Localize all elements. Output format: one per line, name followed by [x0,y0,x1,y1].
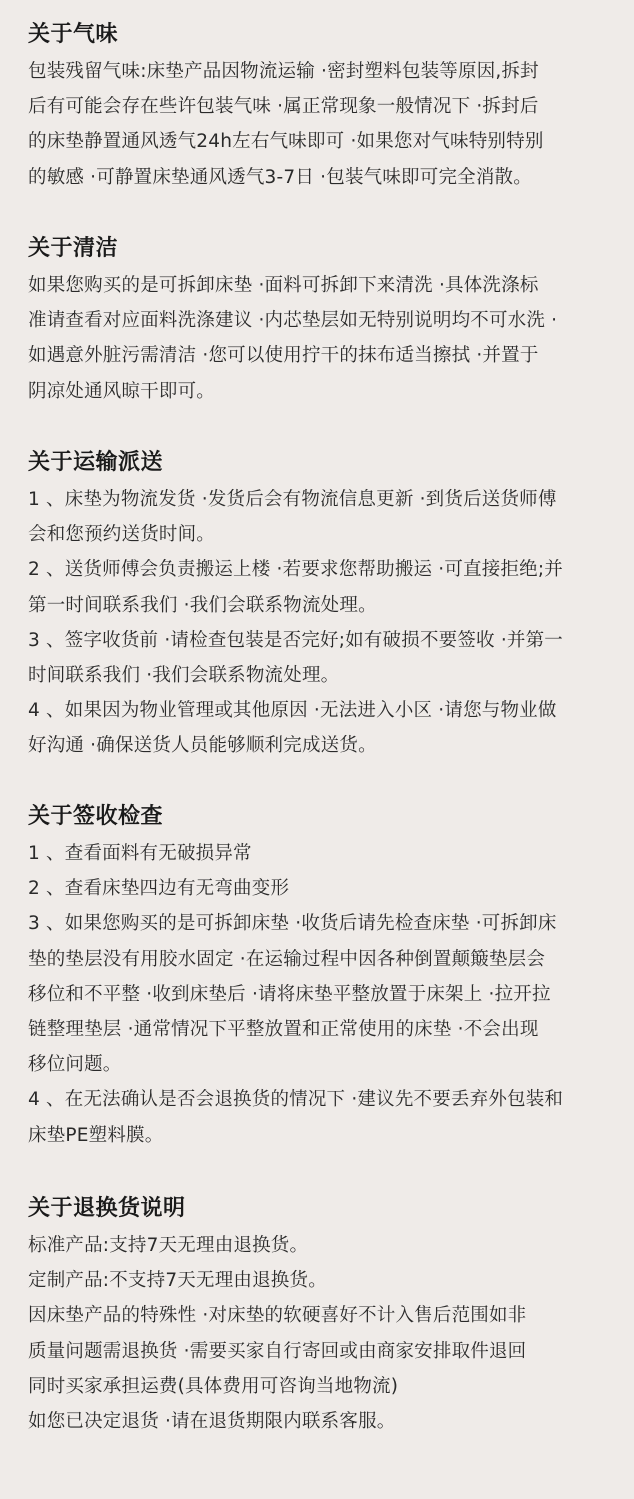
paragraph-line: 定制产品:不支持7天无理由退换货。 [28,1270,327,1292]
paragraph-line: 同时买家承担运费(具体费用可咨询当地物流) [28,1375,399,1397]
list-item-line: 4 、如果因为物业管理或其他原因 ·无法进入小区 ·请您与物业做 [28,700,557,722]
paragraph-line: 的敏感 ·可静置床垫通风透气3-7日 ·包装气味即可完全消散。 [28,166,532,188]
list-item-line: 4 、在无法确认是否会退换货的情况下 ·建议先不要丢弃外包装和 [28,1089,564,1111]
list-item-line: 1 、查看面料有无破损异常 [28,843,252,864]
list-item-line: 2 、查看床垫四边有无弯曲变形 [28,878,290,900]
paragraph-line: 如您已决定退货 ·请在退货期限内联系客服。 [28,1411,396,1433]
paragraph-line: 如果您购买的是可拆卸床垫 ·面料可拆卸下来清洗 ·具体洗涤标 [28,275,539,296]
section-delivery [28,446,563,764]
list-item-line: 2 、送货师傅会负责搬运上楼 ·若要求您帮助搬运 ·可直接拒绝;并 [28,559,564,581]
paragraph-line: 因床垫产品的特殊性 ·对床垫的软硬喜好不计入售后范围如非 [28,1305,527,1327]
list-item-line: 3 、签字收货前 ·请检查包装是否完好;如有破损不要签收 ·并第一 [28,629,564,651]
section-title-cleaning: 关于清洁 [28,236,119,261]
paragraph-line: 质量问题需退换货 ·需要买家自行寄回或由商家安排取件退回 [28,1340,527,1362]
section-title-odor: 关于气味 [28,22,119,47]
paragraph-line: 的床垫静置通风透气24h左右气味即可 ·如果您对气味特别特别 [28,131,544,153]
list-item-line: 好沟通 ·确保送货人员能够顺利完成送货。 [28,735,377,757]
paragraph-line: 包装残留气味:床垫产品因物流运输 ·密封塑料包装等原因,拆封 [28,61,539,82]
section-title-returns: 关于退换货说明 [28,1196,186,1221]
list-item-line: 垫的垫层没有用胶水固定 ·在运输过程中因各种倒置颠簸垫层会 [28,948,546,970]
list-item-line: 3 、如果您购买的是可拆卸床垫 ·收货后请先检查床垫 ·可拆卸床 [28,913,557,935]
paragraph-line: 如遇意外脏污需清洁 ·您可以使用拧干的抹布适当擦拭 ·并置于 [28,345,539,367]
section-odor [28,18,544,195]
paragraph-line: 标准产品:支持7天无理由退换货。 [28,1235,309,1256]
section-title-inspection: 关于签收检查 [28,804,164,829]
paragraph-line: 阴凉处通风晾干即可。 [28,380,216,402]
section-inspection [28,800,563,1153]
paragraph-line: 准请查看对应面料洗涤建议 ·内芯垫层如无特别说明均不可水洗 · [28,310,558,332]
list-item-line: 移位问题。 [28,1054,122,1076]
paragraph-line: 后有可能会存在些许包装气味 ·属正常现象一般情况下 ·拆封后 [28,96,539,118]
list-item-line: 移位和不平整 ·收到床垫后 ·请将床垫平整放置于床架上 ·拉开拉 [28,983,551,1005]
section-returns [28,1192,526,1439]
list-item-line: 第一时间联系我们 ·我们会联系物流处理。 [28,594,377,616]
list-item-line: 1 、床垫为物流发货 ·发货后会有物流信息更新 ·到货后送货师傅 [28,489,557,510]
list-item-line: 会和您预约送货时间。 [28,524,216,546]
list-item-line: 时间联系我们 ·我们会联系物流处理。 [28,665,340,687]
list-item-line: 床垫PE塑料膜。 [28,1124,164,1146]
section-cleaning [28,232,557,409]
section-title-delivery: 关于运输派送 [28,450,164,475]
list-item-line: 链整理垫层 ·通常情况下平整放置和正常使用的床垫 ·不会出现 [28,1019,539,1041]
